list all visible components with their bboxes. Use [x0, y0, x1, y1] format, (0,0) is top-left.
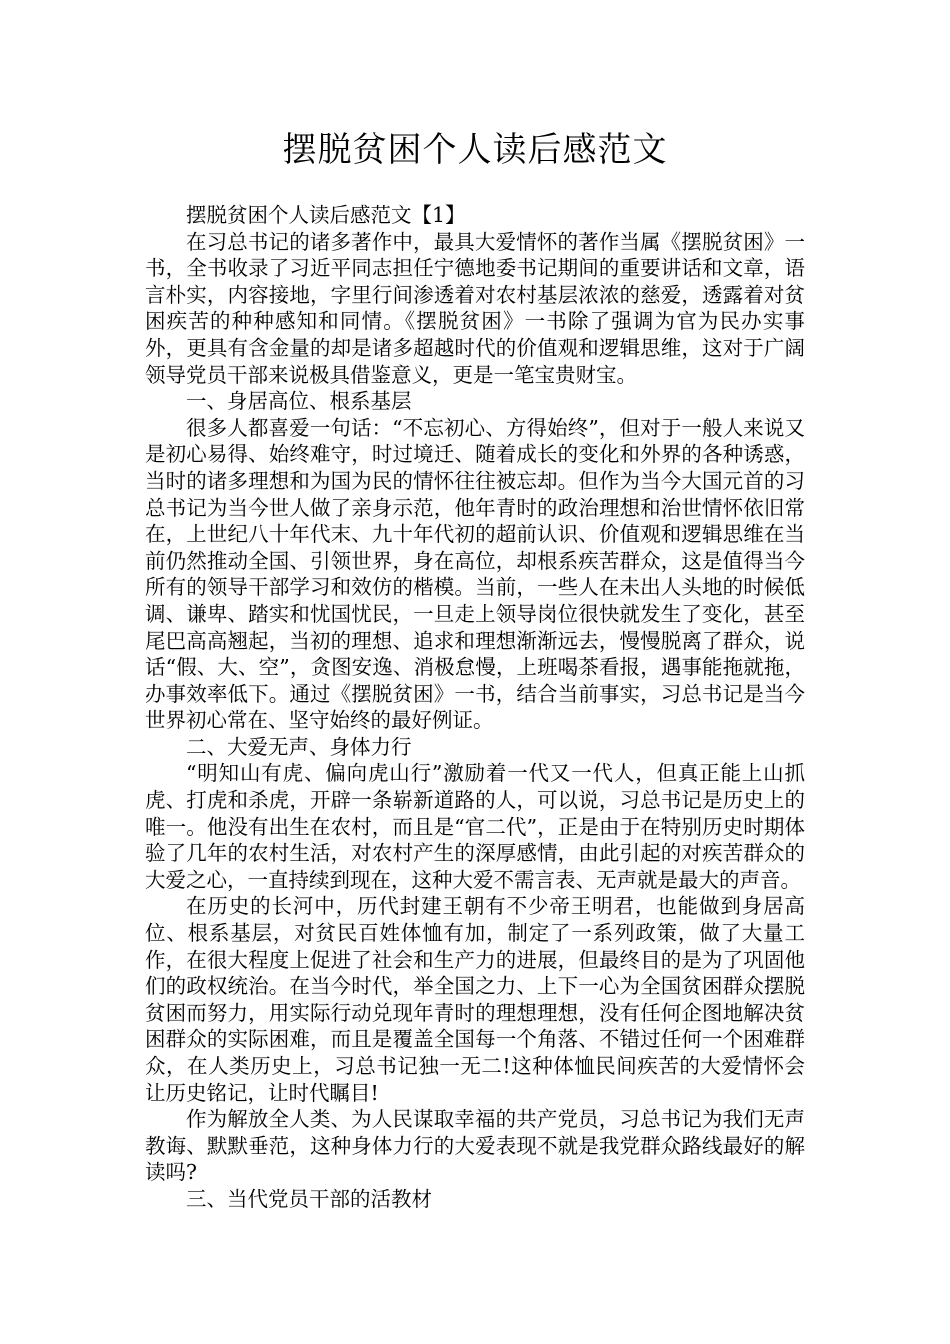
paragraph-section-2a: “明知山有虎、偏向虎山行”激励着一代又一代人，但真正能上山抓虎、打虎和杀虎，开辟一条崭新道路的人，可以说，习总书记是历史上的唯一。他没有出生在农村，而且是“官二代”，正是由于在特别历史时期体验了几年的农村生活，对农村产生的深厚感情，由此引起的对疾苦群众的大爱之心，一直持续到现在，这种大爱不需言表、无声就是最大的声音。 [145, 761, 805, 892]
paragraph-intro: 在习总书记的诸多著作中，最具大爱情怀的著作当属《摆脱贫困》一书，全书收录了习近平同志担任宁德地委书记期间的重要讲话和文章，语言朴实，内容接地，字里行间渗透着对农村基层浓浓的慈爱，透露着对贫困疾苦的种种感知和同情。《摆脱贫困》一书除了强调为官为民办实事外，更具有含金量的却是诸多超越时代的价值观和逻辑思维，这对于广阔领导党员干部来说极具借鉴意义，更是一笔宝贵财宝。 [145, 229, 805, 387]
paragraph-section-2b: 在历史的长河中，历代封建王朝有不少帝王明君，也能做到身居高位、根系基层，对贫民百姓体恤有加，制定了一系列政策，做了大量工作，在很大程度上促进了社会和生产力的进展，但最终目的是为了巩固他们的政权统治。在当今时代，举全国之力、上下一心为全国贫困群众摆脱贫困而努力，用实际行动兑现年青时的理想理想，没有任何企图地解决贫困群众的实际困难，而且是覆盖全国每一个角落、不错过任何一个困难群众，在人类历史上，习总书记独一无二!这种体恤民间疾苦的大爱情怀会让历史铭记，让时代瞩目! [145, 894, 805, 1105]
paragraph-section-1: 很多人都喜爱一句话：“不忘初心、方得始终”，但对于一般人来说又是初心易得、始终难守，时过境迁、随着成长的变化和外界的各种诱惑，当时的诸多理想和为国为民的情怀往往被忘却。但作为当今大国元首的习总书记为当今世人做了亲身示范，他年青时的政治理想和治世情怀依旧常在，上世纪八十年代末、九十年代初的超前认识、价值观和逻辑思维在当前仍然推动全国、引领世界，身在高位，却根系疾苦群众，这是值得当今所有的领导干部学习和效仿的楷模。当前，一些人在未出人头地的时候低调、谦卑、踏实和忧国忧民，一旦走上领导岗位很快就发生了变化，甚至尾巴高高翘起，当初的理想、追求和理想渐渐远去，慢慢脱离了群众，说话“假、大、空”，贪图安逸、消极怠慢，上班喝茶看报，遇事能拖就拖，办事效率低下。通过《摆脱贫困》一书，结合当前事实，习总书记是当今世界初心常在、坚守始终的最好例证。 [145, 415, 805, 733]
section-heading-2: 二、大爱无声、身体力行 [186, 734, 412, 759]
section-heading-essay-1: 摆脱贫困个人读后感范文【1】 [186, 203, 466, 227]
document-body [145, 202, 805, 1213]
paragraph-section-2c: 作为解放全人类、为人民谋取幸福的共产党员，习总书记为我们无声教诲、默默垂范，这种身体力行的大爱表现不就是我党群众路线最好的解读吗? [145, 1107, 805, 1185]
document-page [145, 0, 805, 1213]
section-heading-1: 一、身居高位、根系基层 [186, 389, 412, 414]
document-title: 摆脱贫困个人读后感范文 [282, 130, 668, 170]
section-heading-3: 三、当代党员干部的活教材 [186, 1186, 432, 1211]
